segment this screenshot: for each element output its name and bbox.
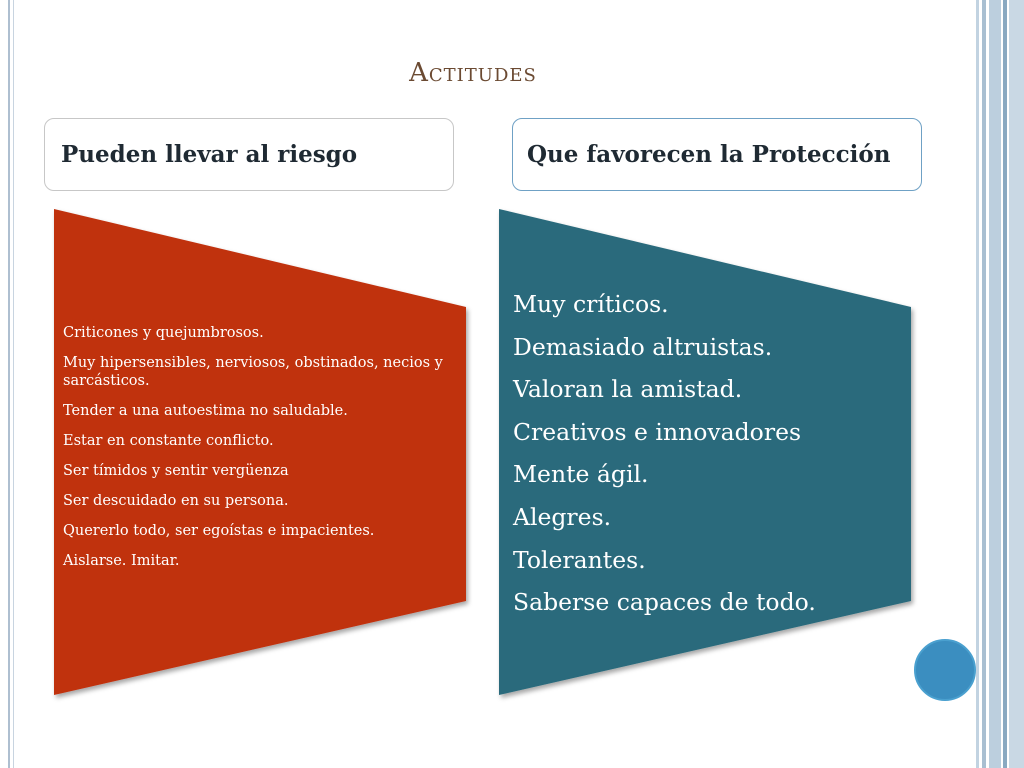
right-column-list bbox=[513, 283, 903, 624]
accent-circle bbox=[914, 639, 976, 701]
list-item: Valoran la amistad. bbox=[513, 375, 743, 404]
right-heading-text: Que favorecen la Protección bbox=[527, 140, 891, 168]
list-item: Criticones y quejumbrosos. bbox=[63, 325, 264, 341]
list-item: Mente ágil. bbox=[513, 460, 649, 489]
list-item: Tolerantes. bbox=[513, 545, 646, 574]
list-item: Creativos e innovadores bbox=[513, 417, 802, 446]
list-item: Aislarse. Imitar. bbox=[63, 553, 180, 569]
list-item: Estar en constante conflicto. bbox=[63, 433, 274, 449]
list-item: Muy hipersensibles, nerviosos, obstinados, necios y sarcásticos. bbox=[63, 355, 443, 389]
slide-title: Actitudes bbox=[409, 58, 537, 88]
list-item: Ser descuidado en su persona. bbox=[63, 493, 289, 509]
list-item: Muy críticos. bbox=[513, 290, 669, 318]
list-item: Alegres. bbox=[513, 502, 612, 531]
list-item: Tender a una autoestima no saludable. bbox=[63, 403, 348, 419]
list-item: Saberse capaces de todo. bbox=[513, 588, 816, 617]
list-item: Quererlo todo, ser egoístas e impacientes. bbox=[63, 523, 375, 539]
list-item: Demasiado altruistas. bbox=[513, 332, 773, 361]
left-column-list bbox=[63, 324, 458, 582]
left-heading-text: Pueden llevar al riesgo bbox=[61, 141, 358, 168]
list-item: Ser tímidos y sentir vergüenza bbox=[63, 463, 289, 479]
